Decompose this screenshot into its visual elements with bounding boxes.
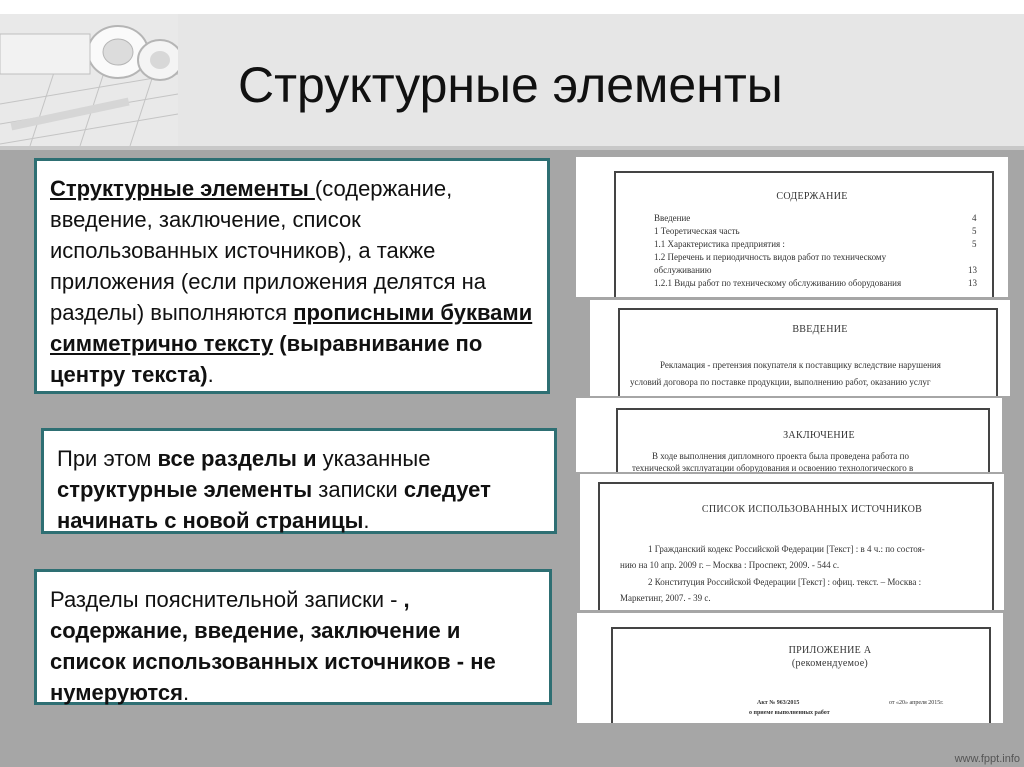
doc-heading: СПИСОК ИСПОЛЬЗОВАННЫХ ИСТОЧНИКОВ [701,504,923,515]
box2-emphasis-2: структурные элементы [57,477,313,502]
box1-term: Структурные элементы [50,176,315,201]
doc-line: В ходе выполнения дипломного проекта была проведена работа по [652,451,909,461]
box1-end: . [207,362,214,387]
toc-line: 1.1 Характеристика предприятия : [654,239,785,249]
box3-end: . [182,680,190,705]
box3-text-1: Разделы пояснительной записки - [50,587,404,612]
doc-line: от «20» апреля 2015г. [889,700,944,706]
doc-line: Рекламация - претензия покупателя к поставщику вследствие нарушения [660,360,941,370]
doc-line: Акт № 963/2015 [757,700,800,706]
doc-references [580,474,1004,610]
doc-line: технической эксплуатации оборудования и освоению технологического в [632,463,914,472]
box2-end: . [363,508,370,533]
box3-emphasis: , содержание, введение, заключение и список использованных источников - не нумеруются [50,587,496,705]
doc-contents [576,157,1008,297]
text-box-no-numbering [34,569,552,705]
toc-page: 5 [972,226,977,236]
doc-heading: ВВЕДЕНИЕ [792,324,848,335]
toc-page: 13 [968,278,977,288]
toc-page: 5 [972,239,977,249]
toc-line: 1.2 Перечень и периодичность видов работ по техническому [654,252,887,262]
doc-subheading: (рекомендуемое) [791,658,869,669]
toc-line: Введение [654,213,691,223]
doc-line: 1 Гражданский кодекс Российской Федерации [Текст] : в 4 ч.: по состоя- [648,544,925,554]
box2-text-3: записки [312,477,404,502]
box1-text: (содержание, введение, заключение, список использованных источников), а также приложения (если приложения делятся на разделы) выполняются [50,176,486,325]
blueprint-image [0,14,178,146]
doc-heading: СОДЕРЖАНИЕ [776,191,848,202]
toc-line: 1 Теоретическая часть [654,226,740,236]
doc-introduction [590,300,1010,396]
box2-text-2: указанные [316,446,431,471]
box2-emphasis-1: все разделы и [157,446,317,471]
doc-line: условий договора по поставке продукции, выполнению работ, оказанию услуг [630,377,931,387]
doc-line: 2 Конституция Российской Федерации [Текст] : офиц. текст. – Москва : [648,577,922,587]
toc-line: 1.2.1 Виды работ по техническому обслуживанию оборудования [654,278,902,288]
doc-conclusion [576,398,1002,472]
toc-page: 4 [972,213,977,223]
watermark: www.fppt.info [954,753,1020,765]
doc-line: о приеме выполненных работ [749,710,830,716]
box1-emphasis-2: (выравнивание по центру текста) [50,331,483,387]
header-band [0,0,1024,14]
box1-emphasis: прописными буквами симметрично тексту [50,300,533,356]
toc-page: 13 [968,265,977,275]
doc-heading: ПРИЛОЖЕНИЕ А [788,645,872,656]
doc-line: Маркетинг, 2007. - 39 с. [620,593,711,603]
doc-line: нию на 10 апр. 2009 г. – Москва : Проспект, 2009. - 544 с. [620,560,840,570]
slide-title: Структурные элементы [238,57,783,113]
box2-emphasis-3: следует начинать с новой страницы [57,477,491,533]
doc-frame [611,627,991,723]
doc-heading: ЗАКЛЮЧЕНИЕ [783,430,855,441]
header [0,0,1024,150]
doc-appendix [577,613,1003,723]
box2-text-1: При этом [57,446,158,471]
toc-line: обслуживанию [654,265,712,275]
text-box-new-page [41,428,557,534]
text-box-structural-elements [34,158,550,394]
